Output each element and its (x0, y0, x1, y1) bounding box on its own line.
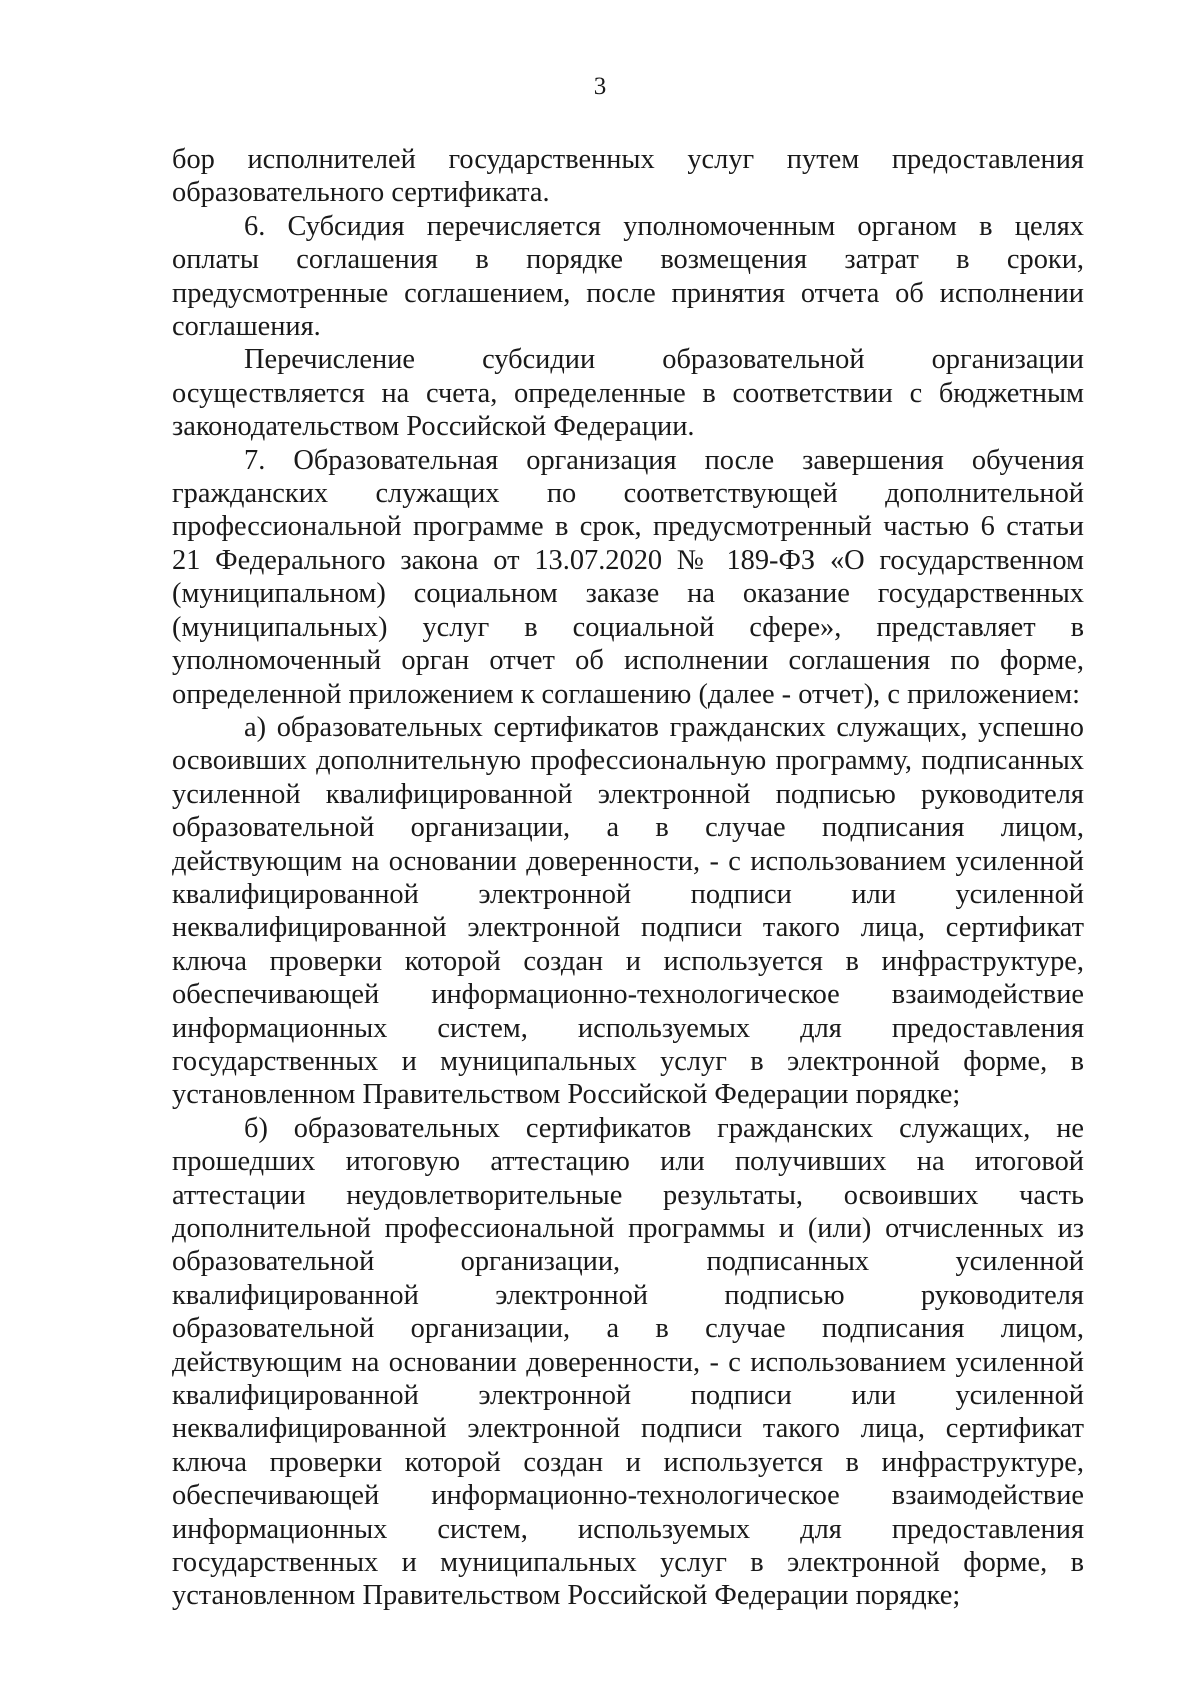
paragraph-item-7: 7. Образовательная организация после завершения обучения гражданских служащих по соответствующей дополнительной профессиональной программе в срок, предусмотренный частью 6 статьи 21 Федерального закона от 13.07.2020 № 189-ФЗ «О государственном (муниципальном) социальном заказе на оказание государственных (муниципальных) услуг в социальной сфере», представляет в уполномоченный орган отчет об исполнении соглашения по форме, определенной приложением к соглашению (далее - отчет), с приложением: (172, 444, 1084, 710)
paragraph-item-6: 6. Субсидия перечисляется уполномоченным органом в целях оплаты соглашения в порядке возмещения затрат в сроки, предусмотренные соглашением, после принятия отчета об исполнении соглашения. (172, 210, 1084, 343)
page-number: 3 (593, 73, 607, 100)
paragraph-subsidy-transfer: Перечисление субсидии образовательной организации осуществляется на счета, определенные в соответствии с бюджетным законодательством Российской Федерации. (172, 344, 1084, 443)
paragraph-subitem-a: а) образовательных сертификатов гражданских служащих, успешно освоивших дополнительную профессиональную программу, подписанных усиленной квалифицированной электронной подписью руководителя образовательной организации, а в случае подписания лицом, действующим на основании доверенности, - с использованием усиленной квалифицированной электронной подписи или усиленной неквалифицированной электронной подписи такого лица, сертификат ключа проверки которой создан и используется в инфраструктуре, обеспечивающей информационно-технологическое взаимодействие информационных систем, используемых для предоставления государственных и муниципальных услуг в электронной форме, в установленном Правительством Российской Федерации порядке; (172, 711, 1084, 1111)
paragraph-continuation: бор исполнителей государственных услуг путем предоставления образовательного сертификата. (172, 144, 1084, 209)
document-body (172, 143, 1084, 1613)
paragraph-subitem-b: б) образовательных сертификатов гражданских служащих, не прошедших итоговую аттестацию или получивших на итоговой аттестации неудовлетворительные результаты, освоивших часть дополнительной профессиональной программы и (или) отчисленных из образовательной организации, подписанных усиленной квалифицированной электронной подписью руководителя образовательной организации, а в случае подписания лицом, действующим на основании доверенности, - с использованием усиленной квалифицированной электронной подписи или усиленной неквалифицированной электронной подписи такого лица, сертификат ключа проверки которой создан и используется в инфраструктуре, обеспечивающей информационно-технологическое взаимодействие информационных систем, используемых для предоставления государственных и муниципальных услуг в электронной форме, в установленном Правительством Российской Федерации порядке; (172, 1112, 1084, 1612)
